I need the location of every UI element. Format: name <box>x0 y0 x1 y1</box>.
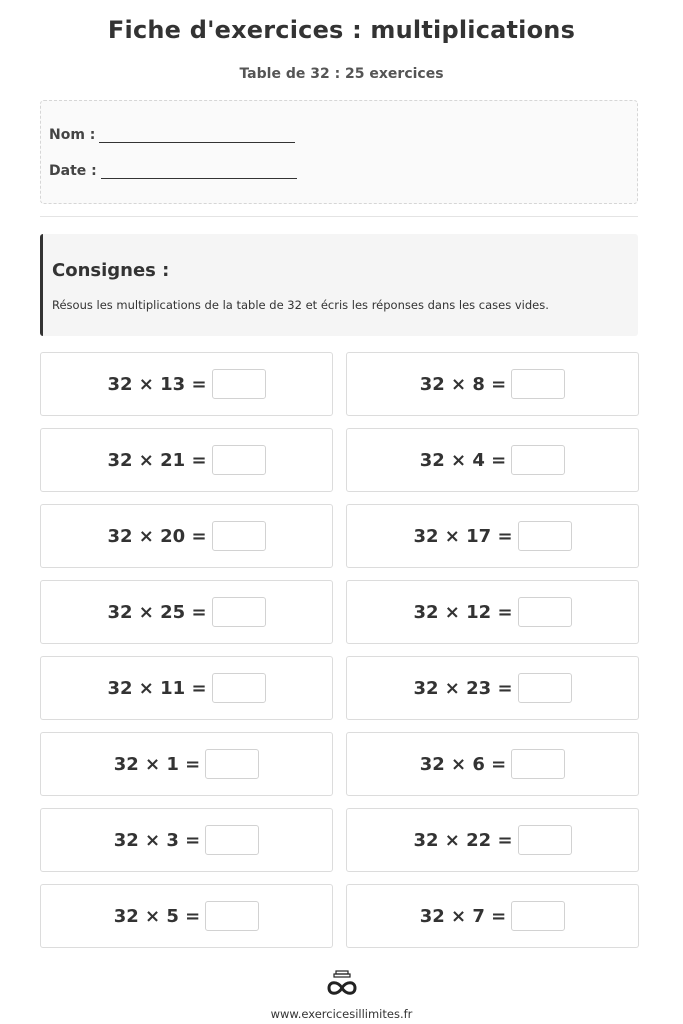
answer-box[interactable] <box>511 445 565 475</box>
name-label: Nom : <box>49 127 96 143</box>
answer-box[interactable] <box>205 749 259 779</box>
exercise-card <box>346 732 639 796</box>
exercise-expression: 32 × 12 = <box>413 601 513 623</box>
infinity-book-logo-icon <box>326 970 358 998</box>
instructions-box <box>40 234 638 336</box>
exercise-expression: 32 × 6 = <box>419 753 507 775</box>
exercise-card <box>40 504 333 568</box>
exercise-card <box>346 352 639 416</box>
answer-box[interactable] <box>511 749 565 779</box>
exercise-expression: 32 × 1 = <box>113 753 201 775</box>
exercise-expression: 32 × 22 = <box>413 829 513 851</box>
exercise-card <box>40 580 333 644</box>
exercise-card <box>40 352 333 416</box>
exercise-grid <box>40 352 639 948</box>
exercise-expression: 32 × 21 = <box>107 449 207 471</box>
answer-box[interactable] <box>212 521 266 551</box>
instructions-title: Consignes : <box>52 260 170 281</box>
answer-box[interactable] <box>518 673 572 703</box>
instructions-text: Résous les multiplications de la table de 32 et écris les réponses dans les cases vides. <box>52 298 549 312</box>
exercise-card <box>346 428 639 492</box>
exercise-card <box>40 656 333 720</box>
exercise-expression: 32 × 7 = <box>419 905 507 927</box>
exercise-expression: 32 × 25 = <box>107 601 207 623</box>
answer-box[interactable] <box>518 597 572 627</box>
exercise-expression: 32 × 4 = <box>419 449 507 471</box>
answer-box[interactable] <box>212 369 266 399</box>
page-subtitle: Table de 32 : 25 exercices <box>239 66 444 82</box>
student-info-box <box>40 100 638 204</box>
answer-box[interactable] <box>205 901 259 931</box>
answer-box[interactable] <box>212 597 266 627</box>
answer-box[interactable] <box>518 825 572 855</box>
exercise-card <box>40 732 333 796</box>
exercise-expression: 32 × 20 = <box>107 525 207 547</box>
date-row <box>49 163 297 179</box>
footer-url: www.exercicesillimites.fr <box>270 1007 413 1021</box>
exercise-expression: 32 × 8 = <box>419 373 507 395</box>
answer-box[interactable] <box>212 673 266 703</box>
page-title: Fiche d'exercices : multiplications <box>107 16 576 44</box>
name-row <box>49 127 295 143</box>
exercise-card <box>40 808 333 872</box>
answer-box[interactable] <box>511 901 565 931</box>
name-blank-line[interactable] <box>99 128 295 143</box>
exercise-expression: 32 × 5 = <box>113 905 201 927</box>
exercise-card <box>346 580 639 644</box>
exercise-card <box>346 884 639 948</box>
exercise-expression: 32 × 17 = <box>413 525 513 547</box>
date-label: Date : <box>49 163 97 179</box>
exercise-expression: 32 × 3 = <box>113 829 201 851</box>
date-blank-line[interactable] <box>101 164 297 179</box>
exercise-card <box>40 428 333 492</box>
exercise-card <box>346 504 639 568</box>
exercise-expression: 32 × 23 = <box>413 677 513 699</box>
exercise-expression: 32 × 11 = <box>107 677 207 699</box>
answer-box[interactable] <box>511 369 565 399</box>
exercise-card <box>40 884 333 948</box>
exercise-expression: 32 × 13 = <box>107 373 207 395</box>
exercise-card <box>346 808 639 872</box>
divider <box>40 216 638 217</box>
answer-box[interactable] <box>518 521 572 551</box>
answer-box[interactable] <box>212 445 266 475</box>
exercise-card <box>346 656 639 720</box>
answer-box[interactable] <box>205 825 259 855</box>
